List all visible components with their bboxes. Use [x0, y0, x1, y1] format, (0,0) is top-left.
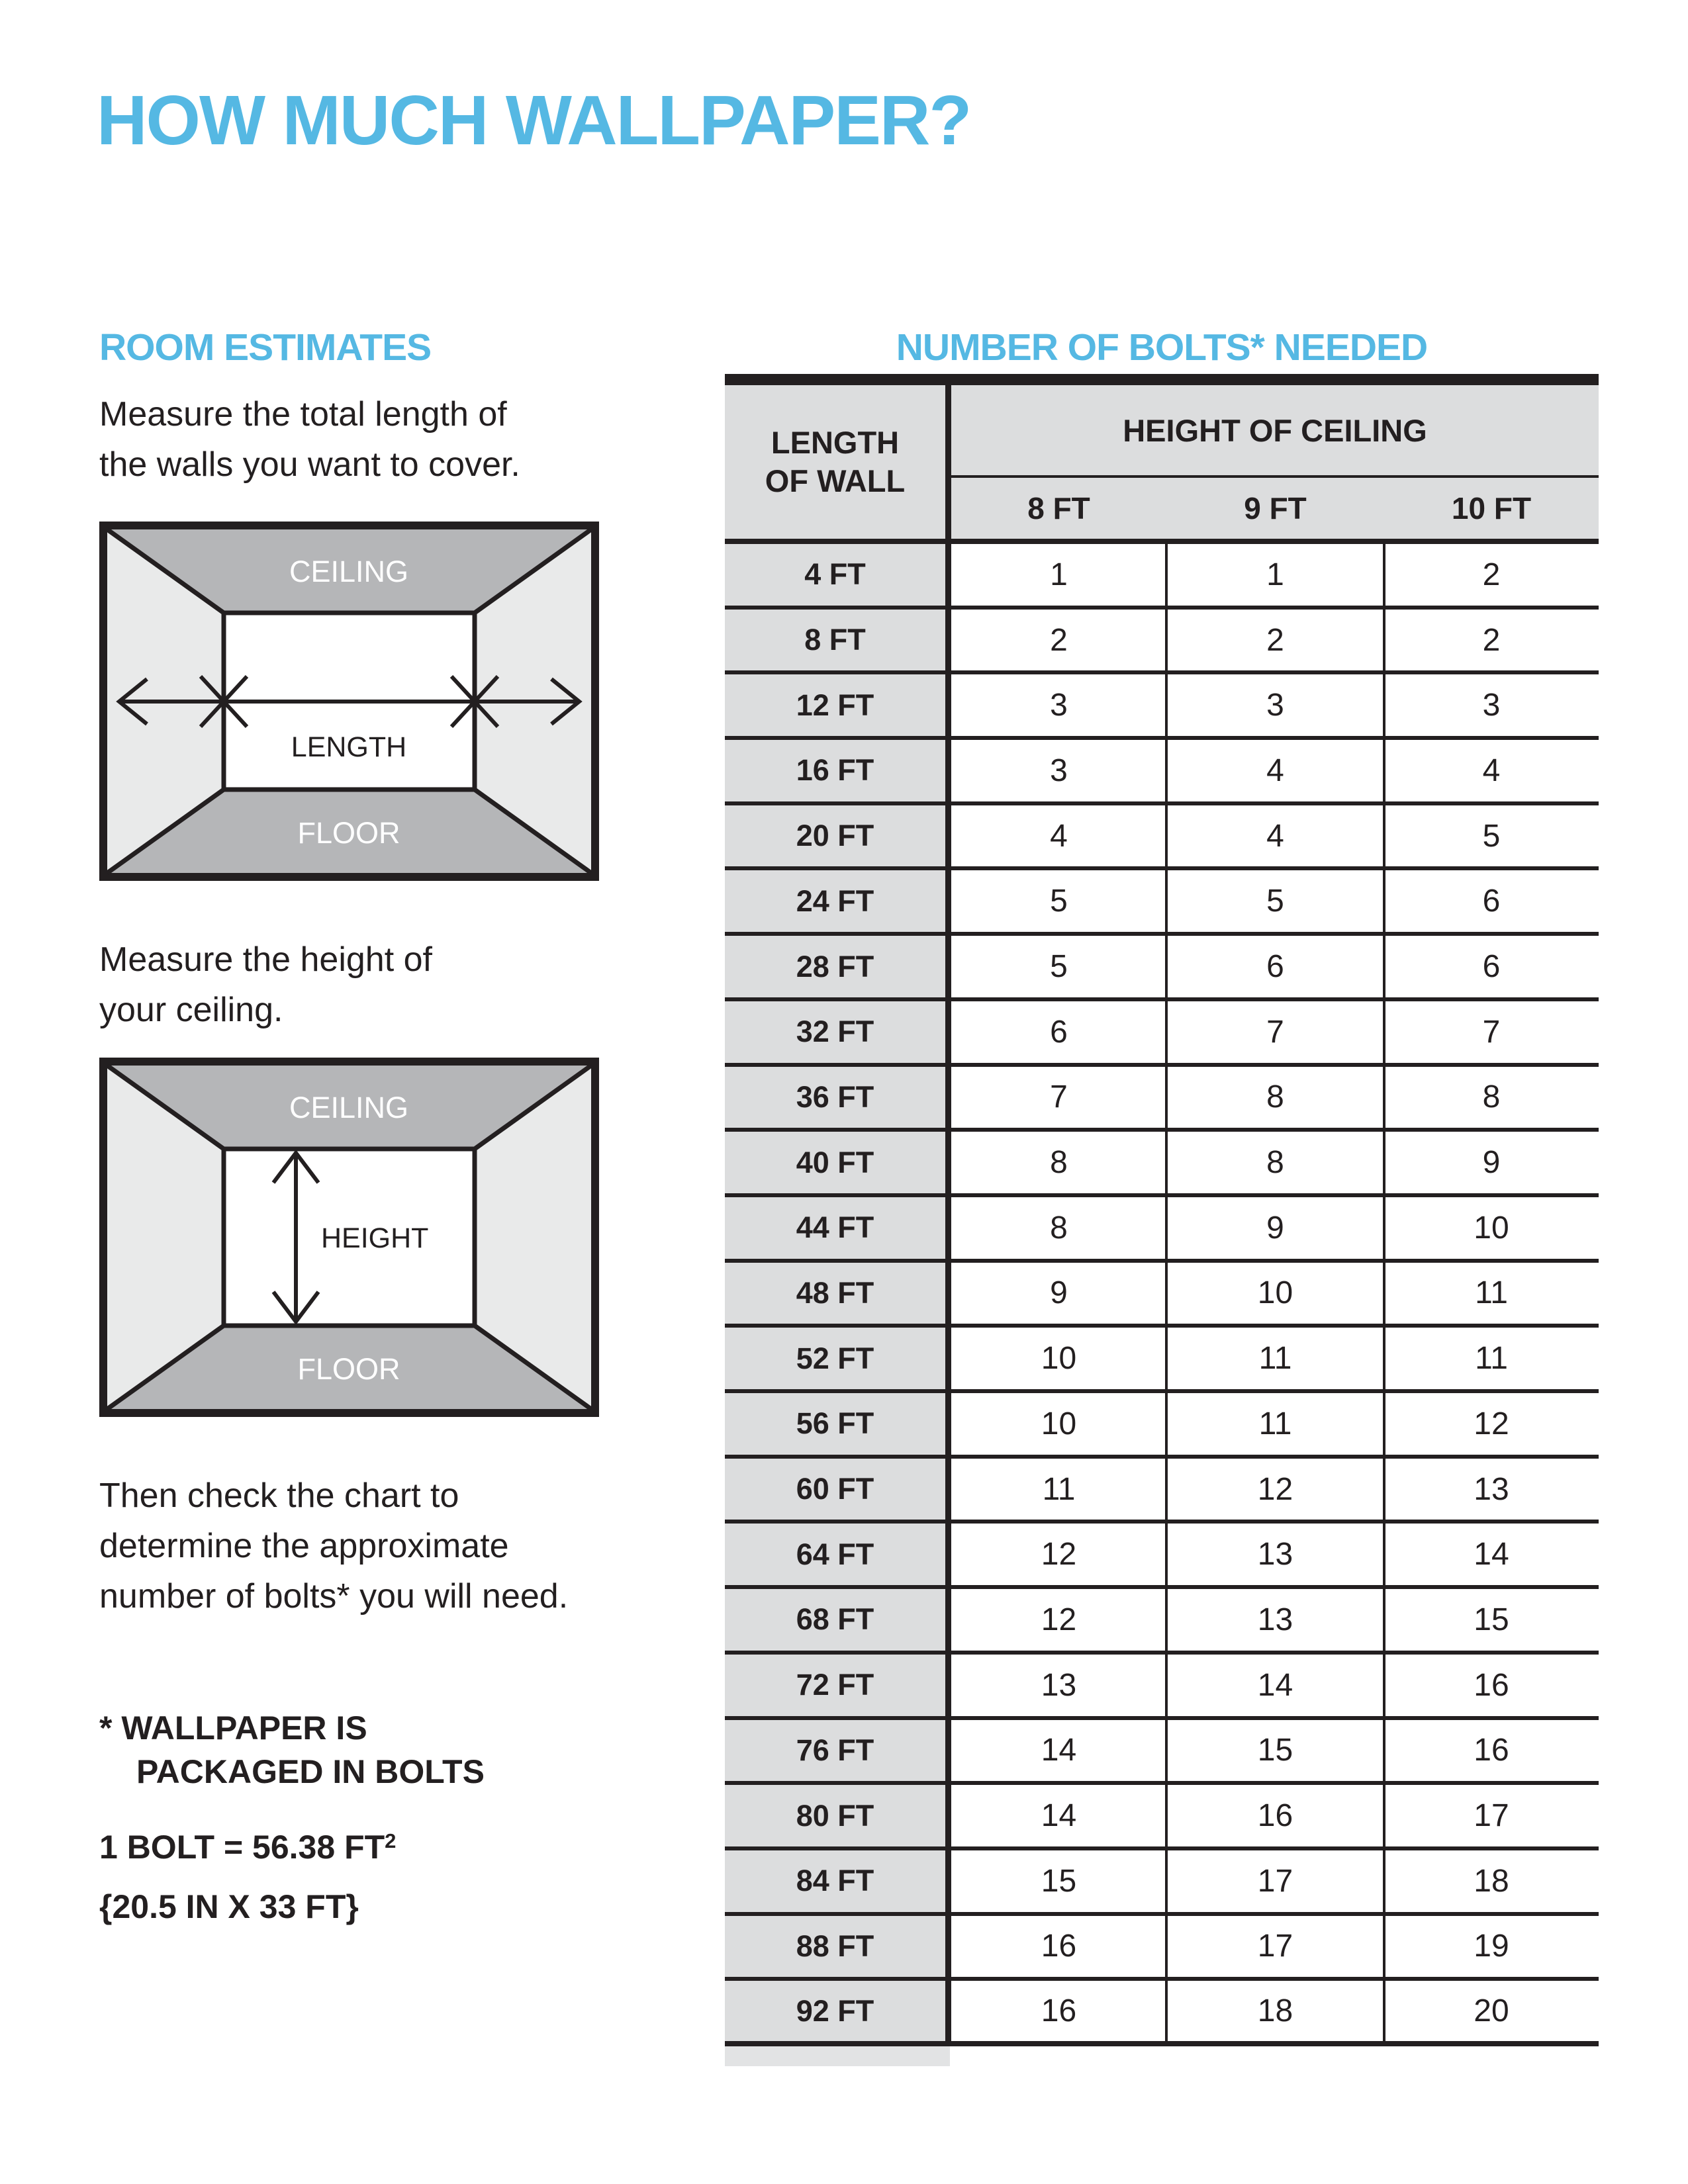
bolt-count-cell: 12 [1041, 1602, 1077, 1637]
bolt-count-cell: 11 [1042, 1471, 1076, 1507]
bolt-count-cell: 10 [1474, 1210, 1509, 1246]
table-row [725, 1459, 1599, 1524]
bolt-count-cell: 5 [1050, 884, 1068, 919]
room-length-diagram [99, 522, 599, 881]
room-height-diagram [99, 1058, 599, 1417]
footnote-line: PACKAGED IN BOLTS [136, 1753, 485, 1790]
bolt-count-cell: 9 [1266, 1210, 1284, 1246]
column-header-10ft: 10 FT [1451, 491, 1532, 525]
column-header-8ft: 8 FT [1027, 491, 1090, 525]
bolt-count-cell: 1 [1050, 557, 1068, 592]
table-row [725, 740, 1599, 805]
bolt-count-cell: 12 [1041, 1537, 1077, 1572]
wall-length-cell: 48 FT [725, 1263, 945, 1324]
bolt-count-cell: 11 [1258, 1406, 1292, 1441]
bolt-count-cell: 14 [1041, 1733, 1077, 1768]
table-column-rule [1383, 544, 1385, 2046]
height-of-ceiling-header: HEIGHT OF CEILING [1123, 412, 1427, 448]
table-row [725, 1850, 1599, 1916]
instruction-measure-height [99, 934, 432, 1035]
wall-length-cell: 92 FT [725, 1981, 945, 2041]
table-vertical-divider [945, 385, 951, 2046]
table-row [725, 1655, 1599, 1720]
instruction-line: the walls you want to cover. [99, 445, 520, 484]
wall-length-cell: 52 FT [725, 1328, 945, 1389]
bolt-count-cell: 9 [1050, 1275, 1068, 1311]
table-row [725, 1720, 1599, 1786]
bolt-count-cell: 15 [1474, 1602, 1509, 1637]
wall-length-cell: 28 FT [725, 936, 945, 997]
wall-length-cell: 32 FT [725, 1001, 945, 1063]
bolt-count-cell: 6 [1482, 949, 1501, 985]
table-row [725, 870, 1599, 936]
bolt-count-cell: 8 [1482, 1079, 1501, 1115]
bolt-count-cell: 12 [1474, 1406, 1509, 1441]
bolt-count-cell: 4 [1266, 752, 1284, 788]
wall-length-cell: 80 FT [725, 1785, 945, 1846]
table-row [725, 936, 1599, 1001]
bolt-count-cell: 2 [1050, 622, 1068, 658]
bolt-count-cell: 5 [1266, 884, 1284, 919]
bolt-equation [99, 1828, 396, 1866]
bolt-count-cell: 14 [1041, 1798, 1077, 1834]
wall-length-cell: 24 FT [725, 870, 945, 932]
bolt-count-cell: 19 [1474, 1929, 1509, 1964]
floor-label: FLOOR [297, 1352, 400, 1386]
instruction-line: Measure the total length of [99, 395, 507, 433]
column-header-9ft: 9 FT [1244, 491, 1307, 525]
wall-length-cell: 72 FT [725, 1655, 945, 1716]
table-row [725, 610, 1599, 675]
wall-length-cell: 4 FT [725, 544, 945, 606]
bolt-count-cell: 17 [1257, 1929, 1293, 1964]
table-row [725, 1916, 1599, 1981]
wall-length-cell: 60 FT [725, 1459, 945, 1520]
bolt-count-cell: 16 [1041, 1929, 1077, 1964]
page-title: HOW MUCH WALLPAPER? [97, 81, 971, 159]
bolt-equation-exponent: 2 [385, 1829, 397, 1852]
wall-length-cell: 8 FT [725, 610, 945, 671]
bolt-count-cell: 16 [1257, 1798, 1293, 1834]
instruction-line: determine the approximate [99, 1527, 509, 1565]
table-row [725, 1981, 1599, 2046]
wall-length-cell: 12 FT [725, 674, 945, 736]
instruction-line: your ceiling. [99, 991, 283, 1029]
bolt-count-cell: 5 [1050, 949, 1068, 985]
table-top-bar [725, 374, 1599, 385]
bolt-count-cell: 13 [1041, 1667, 1077, 1703]
wall-length-cell: 20 FT [725, 805, 945, 867]
bolt-count-cell: 8 [1266, 1079, 1284, 1115]
bolt-count-cell: 15 [1041, 1863, 1077, 1899]
table-row [725, 1067, 1599, 1132]
table-row [725, 1132, 1599, 1197]
table-row [725, 1197, 1599, 1263]
bolt-count-cell: 2 [1482, 622, 1501, 658]
bolt-count-cell: 14 [1257, 1667, 1293, 1703]
bolt-count-cell: 6 [1266, 949, 1284, 985]
bolt-count-cell: 16 [1474, 1667, 1509, 1703]
bolt-count-cell: 16 [1041, 1993, 1077, 2029]
table-row [725, 1263, 1599, 1328]
bolts-needed-heading: NUMBER OF BOLTS* NEEDED [896, 326, 1428, 369]
wall-length-cell: 44 FT [725, 1197, 945, 1259]
bolt-count-cell: 18 [1474, 1863, 1509, 1899]
bolt-count-cell: 11 [1475, 1275, 1508, 1311]
bolt-count-cell: 6 [1482, 884, 1501, 919]
bolt-count-cell: 14 [1474, 1537, 1509, 1572]
bolt-count-cell: 8 [1050, 1210, 1068, 1246]
instruction-check-chart [99, 1471, 568, 1621]
bolt-count-cell: 5 [1482, 818, 1501, 854]
column-headers-row [951, 478, 1599, 539]
table-row [725, 674, 1599, 740]
ceiling-label: CEILING [289, 1091, 409, 1124]
table-row [725, 544, 1599, 610]
bolt-count-cell: 9 [1482, 1145, 1501, 1181]
bolt-count-cell: 7 [1482, 1014, 1501, 1050]
bolt-count-cell: 1 [1266, 557, 1284, 592]
instruction-line: Then check the chart to [99, 1477, 459, 1515]
footnote-line: * WALLPAPER IS [99, 1709, 367, 1747]
wall-length-cell: 84 FT [725, 1850, 945, 1912]
bolt-count-cell: 10 [1041, 1341, 1077, 1377]
wall-length-cell: 68 FT [725, 1589, 945, 1651]
bolt-count-cell: 4 [1050, 818, 1068, 854]
bolt-count-cell: 16 [1474, 1733, 1509, 1768]
bolt-count-cell: 13 [1257, 1602, 1293, 1637]
bolt-count-cell: 4 [1266, 818, 1284, 854]
bolt-count-cell: 3 [1050, 752, 1068, 788]
bolt-count-cell: 2 [1266, 622, 1284, 658]
bolt-count-cell: 10 [1041, 1406, 1077, 1441]
table-row [725, 1524, 1599, 1589]
bolt-count-cell: 20 [1474, 1993, 1509, 2029]
length-label: LENGTH [291, 731, 407, 763]
length-of-wall-header [725, 385, 945, 539]
bolt-count-cell: 3 [1050, 688, 1068, 723]
bolt-count-cell: 8 [1050, 1145, 1068, 1181]
bolt-count-cell: 8 [1266, 1145, 1284, 1181]
header-line: OF WALL [765, 463, 906, 498]
bolt-count-cell: 15 [1257, 1733, 1293, 1768]
table-row [725, 1001, 1599, 1067]
bolt-count-cell: 11 [1475, 1341, 1508, 1377]
table-row [725, 805, 1599, 871]
table-row [725, 1328, 1599, 1393]
bolt-count-cell: 10 [1257, 1275, 1293, 1311]
table-body [725, 544, 1599, 2046]
bolt-count-cell: 18 [1257, 1993, 1293, 2029]
wall-length-cell: 56 FT [725, 1393, 945, 1455]
bolt-count-cell: 17 [1474, 1798, 1509, 1834]
table-header [725, 385, 1599, 544]
table-row [725, 1785, 1599, 1850]
table-row [725, 1393, 1599, 1459]
bolt-equation-text: 1 BOLT = 56.38 FT [99, 1829, 385, 1866]
wall-length-cell: 16 FT [725, 740, 945, 801]
bolt-count-cell: 13 [1474, 1471, 1509, 1507]
instruction-line: Measure the height of [99, 940, 432, 979]
bolt-count-cell: 17 [1257, 1863, 1293, 1899]
floor-label: FLOOR [297, 816, 400, 850]
wall-length-cell: 88 FT [725, 1916, 945, 1978]
bolt-count-cell: 7 [1266, 1014, 1284, 1050]
wall-length-cell: 64 FT [725, 1524, 945, 1585]
wall-length-cell: 76 FT [725, 1720, 945, 1782]
bolt-count-cell: 13 [1257, 1537, 1293, 1572]
wallpaper-footnote [99, 1706, 485, 1794]
height-label: HEIGHT [321, 1222, 429, 1254]
bolt-count-cell: 6 [1050, 1014, 1068, 1050]
bolt-count-cell: 7 [1050, 1079, 1068, 1115]
bolt-count-cell: 12 [1257, 1471, 1293, 1507]
wall-length-cell: 36 FT [725, 1067, 945, 1128]
wall-length-cell: 40 FT [725, 1132, 945, 1193]
instruction-line: number of bolts* you will need. [99, 1577, 569, 1615]
bolt-count-cell: 3 [1266, 688, 1284, 723]
bolt-count-cell: 11 [1258, 1341, 1292, 1377]
bolt-count-cell: 2 [1482, 557, 1501, 592]
ceiling-label: CEILING [289, 555, 409, 588]
header-line: LENGTH [771, 425, 900, 460]
bolt-count-cell: 3 [1482, 688, 1501, 723]
bolts-table [725, 374, 1599, 2066]
room-estimates-heading: ROOM ESTIMATES [99, 326, 432, 369]
instruction-measure-length [99, 389, 520, 490]
bolt-dimensions: {20.5 IN X 33 FT} [99, 1888, 359, 1925]
table-bottom-shadow [725, 2046, 950, 2066]
bolt-count-cell: 4 [1482, 752, 1501, 788]
table-row [725, 1589, 1599, 1655]
table-column-rule [1165, 544, 1168, 2046]
